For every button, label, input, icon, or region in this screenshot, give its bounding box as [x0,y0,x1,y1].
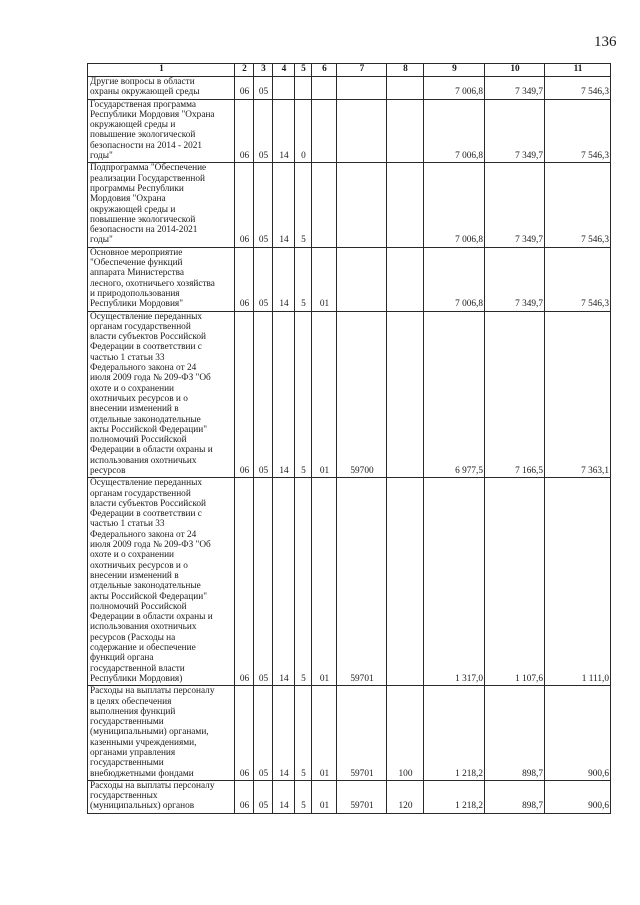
column-header: 4 [273,64,295,77]
amount-cell: 7 546,3 [545,99,611,163]
amount-cell: 900,6 [545,686,611,781]
expense-type-cell: 100 [387,686,424,781]
expense-direction-cell: 59700 [337,311,387,478]
section-code-cell: 06 [235,311,254,478]
section-code-cell: 06 [235,163,254,247]
row-name-cell: Расходы на выплаты персоналу государственных (муниципальных) органов [88,780,235,813]
row-name-cell: Осуществление переданных органам государственной власти субъектов Российской Федерации в соответствии с частью 1 статьи 33 Федерального закона от 24 июля 2009 года № 209-ФЗ "Об охоте и о сохранении охотничьих ресурсов и о внесении изменений в отдельные законодательные акты Российской Федерации" полномочий Российской Федерации в области охраны и использования охотничьих ресурсов (Расходы на содержание и обеспечение функций органа государственной власти Республики Мордовия) [88,478,235,686]
subprogram-code-cell: 5 [295,311,312,478]
event-code-cell [312,163,337,247]
subsection-code-cell: 05 [254,478,273,686]
event-code-cell: 01 [312,780,337,813]
subprogram-code-cell [295,77,312,100]
column-header: 11 [545,64,611,77]
amount-cell: 7 166,5 [485,311,545,478]
amount-cell: 898,7 [485,686,545,781]
expense-direction-cell [337,247,387,311]
amount-cell: 1 218,2 [424,780,485,813]
amount-cell: 1 218,2 [424,686,485,781]
amount-cell: 6 977,5 [424,311,485,478]
subprogram-code-cell: 5 [295,247,312,311]
program-code-cell: 14 [273,478,295,686]
expense-type-cell [387,99,424,163]
expense-direction-cell [337,163,387,247]
budget-table [87,63,611,814]
expense-direction-cell [337,99,387,163]
column-header: 10 [485,64,545,77]
amount-cell: 7 349,7 [485,99,545,163]
program-code-cell: 14 [273,686,295,781]
column-header: 3 [254,64,273,77]
row-name-cell: Подпрограмма "Обеспечение реализации Государственной программы Республики Мордовия "Охрана окружающей среды и повышение экологической безопасности на 2014-2021 годы" [88,163,235,247]
section-code-cell: 06 [235,478,254,686]
subsection-code-cell: 05 [254,247,273,311]
column-header: 5 [295,64,312,77]
amount-cell: 7 349,7 [485,247,545,311]
amount-cell: 7 546,3 [545,163,611,247]
event-code-cell: 01 [312,247,337,311]
amount-cell: 7 546,3 [545,247,611,311]
program-code-cell [273,77,295,100]
expense-type-cell [387,311,424,478]
row-name-cell: Государственая программа Республики Мордовия "Охрана окружающей среды и повышение экологической безопасности на 2014 - 2021 годы" [88,99,235,163]
expense-type-cell: 120 [387,780,424,813]
table-row [88,478,611,686]
subprogram-code-cell: 0 [295,99,312,163]
subprogram-code-cell: 5 [295,163,312,247]
column-header: 6 [312,64,337,77]
expense-type-cell [387,247,424,311]
table-row [88,77,611,100]
column-header: 8 [387,64,424,77]
expense-direction-cell: 59701 [337,478,387,686]
subsection-code-cell: 05 [254,163,273,247]
amount-cell: 7 006,8 [424,77,485,100]
event-code-cell: 01 [312,478,337,686]
page-number: 136 [594,34,617,50]
column-header: 1 [88,64,235,77]
expense-type-cell [387,478,424,686]
expense-type-cell [387,163,424,247]
amount-cell: 1 317,0 [424,478,485,686]
table-row [88,780,611,813]
table-row [88,686,611,781]
subsection-code-cell: 05 [254,686,273,781]
section-code-cell: 06 [235,780,254,813]
event-code-cell: 01 [312,686,337,781]
amount-cell: 7 349,7 [485,77,545,100]
amount-cell: 7 006,8 [424,163,485,247]
amount-cell: 1 111,0 [545,478,611,686]
subsection-code-cell: 05 [254,99,273,163]
expense-direction-cell: 59701 [337,780,387,813]
program-code-cell: 14 [273,780,295,813]
program-code-cell: 14 [273,99,295,163]
row-name-cell: Другие вопросы в области охраны окружающей среды [88,77,235,100]
expense-direction-cell [337,77,387,100]
column-header: 9 [424,64,485,77]
table-header-row [88,64,611,77]
amount-cell: 898,7 [485,780,545,813]
expense-type-cell [387,77,424,100]
amount-cell: 7 363,1 [545,311,611,478]
amount-cell: 7 006,8 [424,99,485,163]
column-header: 2 [235,64,254,77]
row-name-cell: Осуществление переданных органам государственной власти субъектов Российской Федерации в соответствии с частью 1 статьи 33 Федерального закона от 24 июля 2009 года № 209-ФЗ "Об охоте и о сохранении охотничьих ресурсов и о внесении изменений в отдельные законодательные акты Российской Федерации" полномочий Российской Федерации в области охраны и использования охотничьих ресурсов [88,311,235,478]
subsection-code-cell: 05 [254,780,273,813]
program-code-cell: 14 [273,163,295,247]
column-header: 7 [337,64,387,77]
row-name-cell: Расходы на выплаты персоналу в целях обеспечения выполнения функций государственными (муниципальными) органами, казенными учреждениями, органами управления государственными внебюджетными фондами [88,686,235,781]
table-row [88,99,611,163]
amount-cell: 7 006,8 [424,247,485,311]
event-code-cell [312,99,337,163]
table-row [88,247,611,311]
section-code-cell: 06 [235,77,254,100]
section-code-cell: 06 [235,247,254,311]
program-code-cell: 14 [273,247,295,311]
amount-cell: 7 349,7 [485,163,545,247]
amount-cell: 1 107,6 [485,478,545,686]
table-row [88,311,611,478]
section-code-cell: 06 [235,686,254,781]
subsection-code-cell: 05 [254,77,273,100]
subprogram-code-cell: 5 [295,686,312,781]
event-code-cell [312,77,337,100]
subprogram-code-cell: 5 [295,478,312,686]
row-name-cell: Основное мероприятие "Обеспечение функций аппарата Министерства лесного, охотничьего хозяйства и природопользования Республики Мордовия" [88,247,235,311]
amount-cell: 7 546,3 [545,77,611,100]
subprogram-code-cell: 5 [295,780,312,813]
subsection-code-cell: 05 [254,311,273,478]
expense-direction-cell: 59701 [337,686,387,781]
section-code-cell: 06 [235,99,254,163]
amount-cell: 900,6 [545,780,611,813]
program-code-cell: 14 [273,311,295,478]
table-row [88,163,611,247]
event-code-cell: 01 [312,311,337,478]
